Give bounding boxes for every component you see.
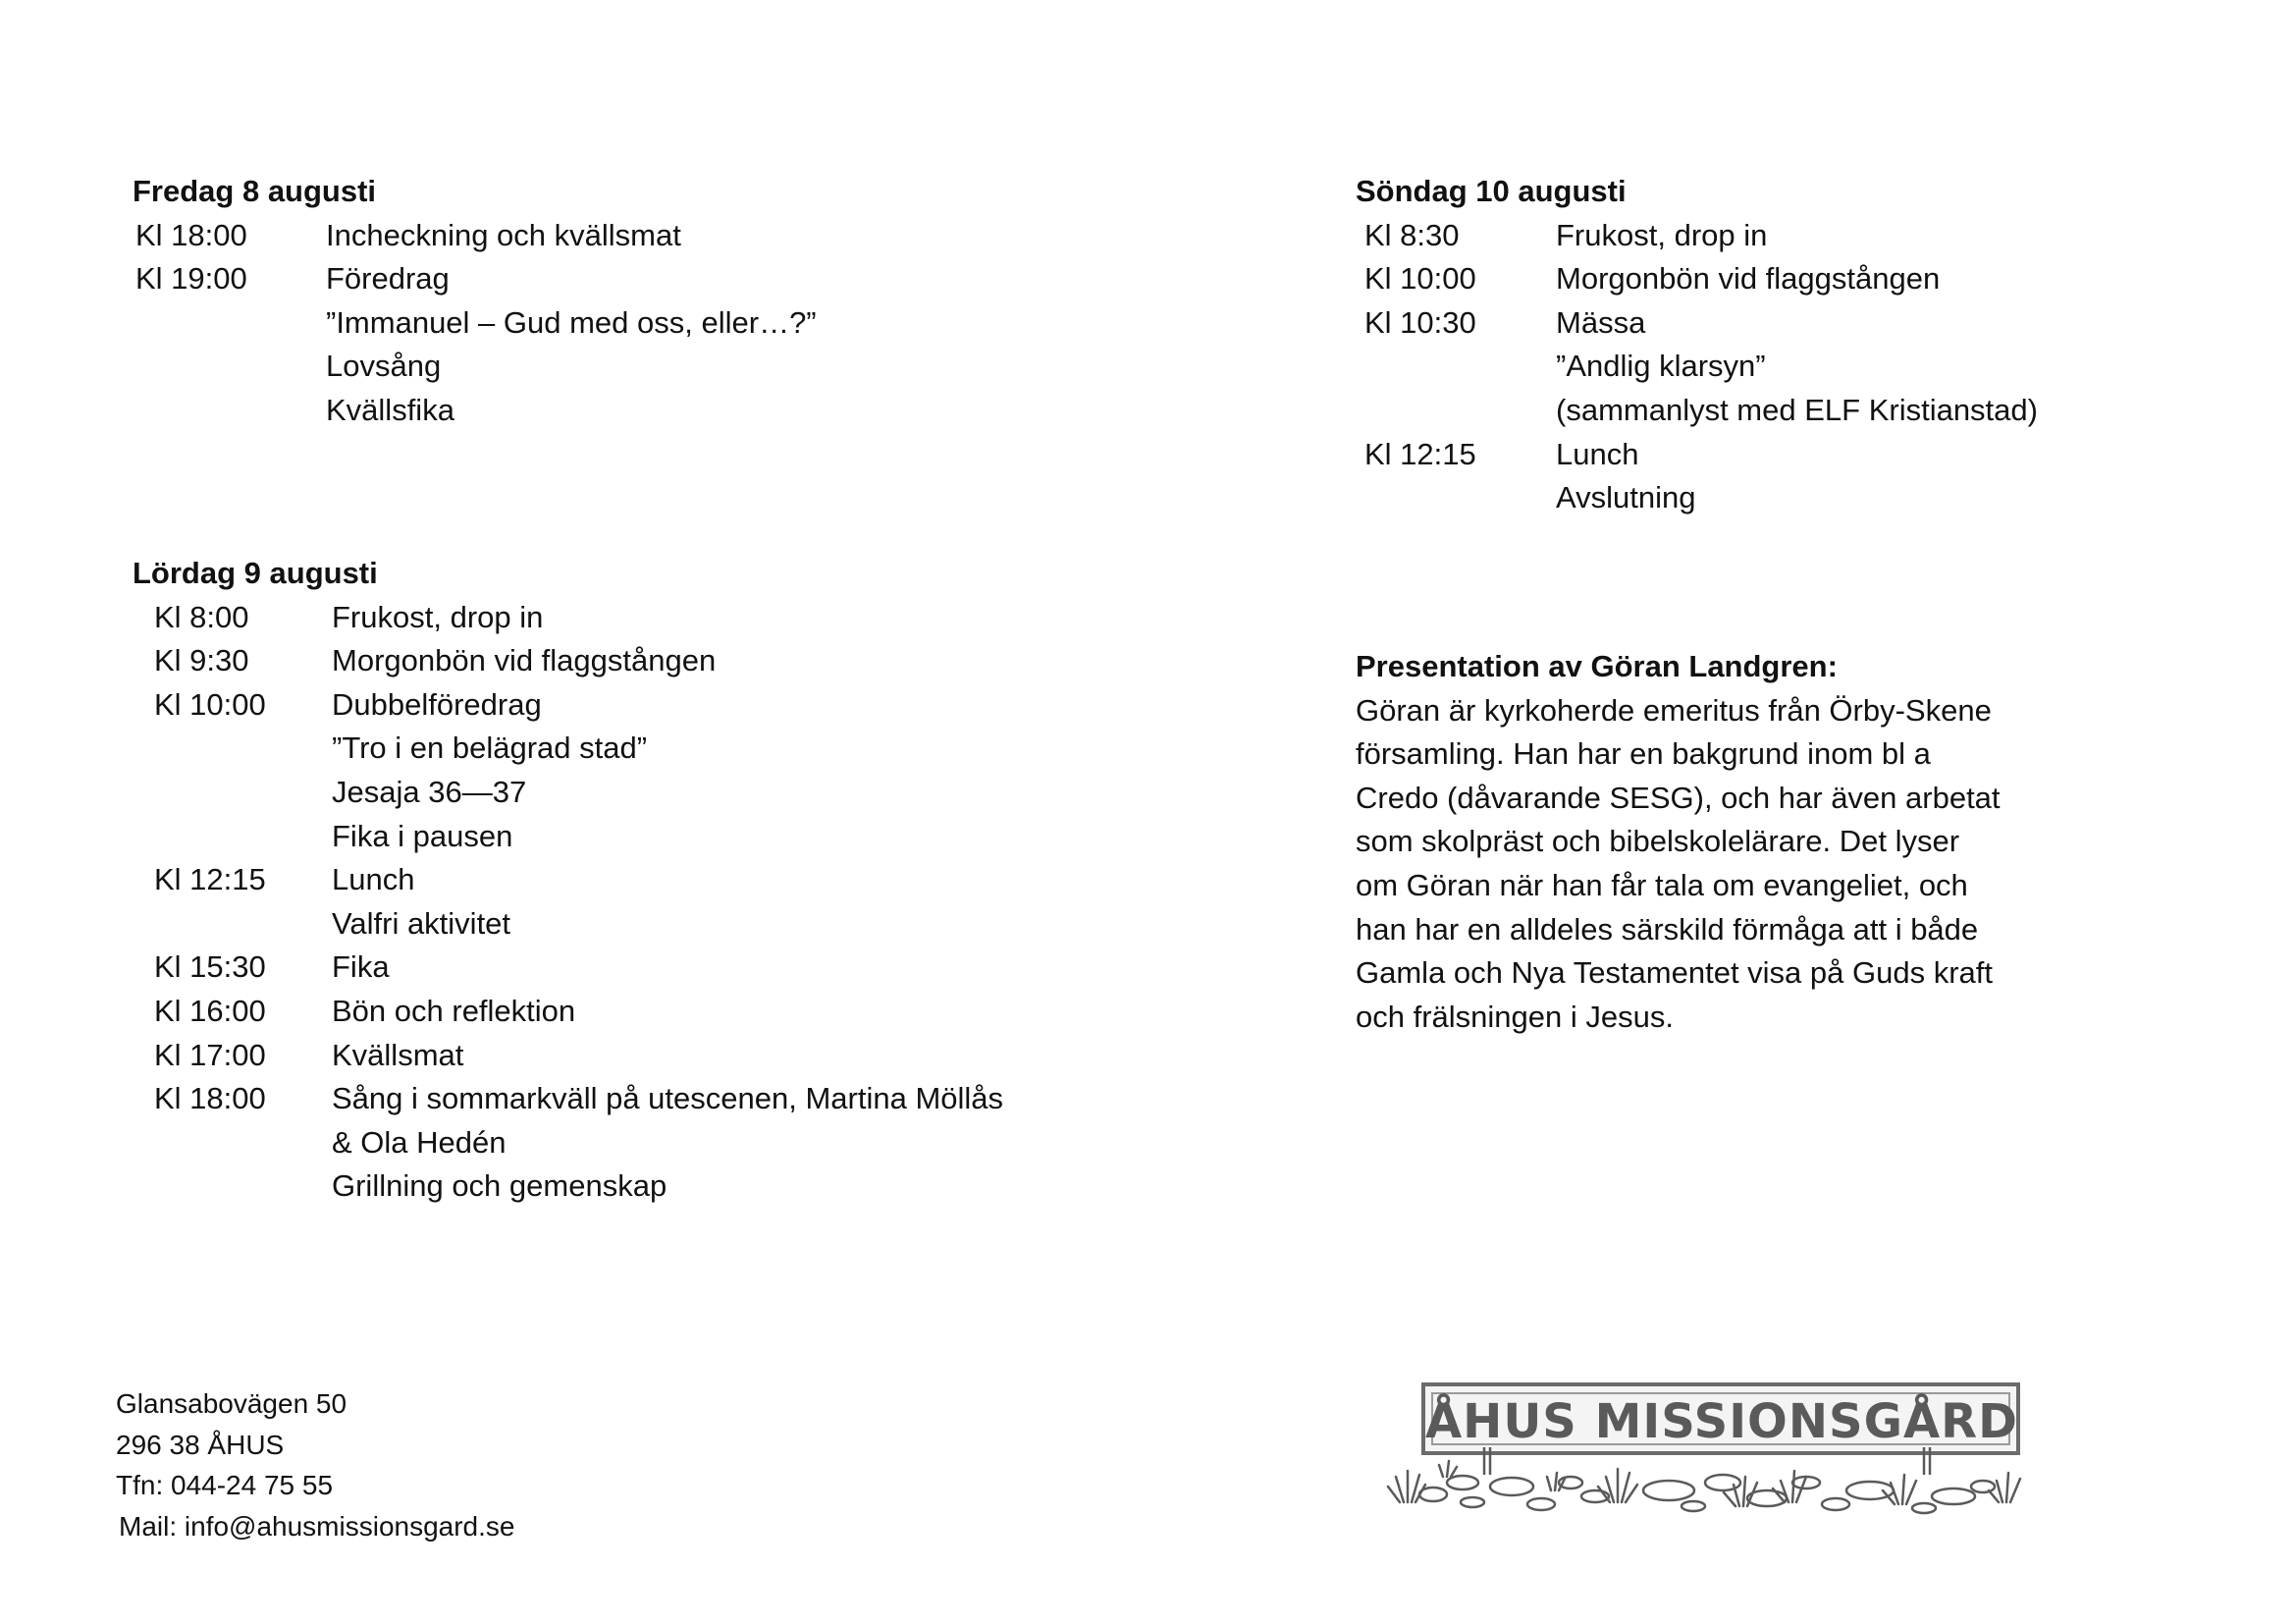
time-label: Kl 17:00 [154,1037,266,1072]
presentation-line: han har en alldeles särskild förmåga att i både [1356,911,1979,947]
speaker-presentation [1356,645,2043,1039]
time-label: Kl 15:30 [154,949,266,985]
schedule-row [133,858,415,902]
logo-text: ÅHUS MISSIONSGÅRD [1425,1394,2018,1449]
postal-address: 296 38 ÅHUS [116,1429,285,1460]
schedule-row [133,639,717,683]
friday-schedule [133,170,817,433]
activity-label: Frukost, drop in [1556,217,1768,252]
time-label: Kl 18:00 [154,1081,266,1116]
schedule-row [1356,389,2038,433]
schedule-row [133,683,542,728]
schedule-row [133,771,527,815]
time-label: Kl 8:00 [154,599,249,634]
logo-ground-illustration [1374,1447,2032,1545]
time-label: Kl 8:30 [1364,217,1460,252]
street-address: Glansabovägen 50 [116,1388,347,1419]
activity-label: Dubbelföredrag [332,686,542,722]
activity-label: Frukost, drop in [332,599,544,634]
phone-number: Tfn: 044-24 75 55 [116,1470,334,1500]
schedule-row [133,214,681,258]
time-label: Kl 18:00 [135,217,247,252]
presentation-line: Credo (dåvarande SESG), och har även arbetat [1356,780,2001,815]
time-label: Kl 9:30 [154,643,249,678]
schedule-row [133,1121,507,1165]
time-label: Kl 12:15 [154,862,266,897]
time-label: Kl 19:00 [135,261,247,297]
schedule-row [1356,345,1766,389]
schedule-row [1356,214,1768,258]
activity-label: Lunch [1556,436,1639,471]
schedule-row [133,257,450,301]
activity-label: Sång i sommarkväll på utescenen, Martina Möllås [332,1081,1004,1116]
activity-label: Lovsång [326,349,442,384]
activity-label: Fika i pausen [332,818,513,853]
activity-label: Fika [332,949,390,985]
schedule-row [133,946,390,990]
activity-label: ”Immanuel – Gud med oss, eller…?” [326,304,817,340]
contact-address [116,1383,514,1546]
ahus-missionsgard-logo [1374,1379,2032,1545]
schedule-row [133,1077,1004,1121]
activity-label: Bön och reflektion [332,993,576,1028]
schedule-row [133,301,817,346]
schedule-row [133,389,454,433]
time-label: Kl 10:00 [1364,261,1476,297]
logo-sign [1421,1382,2020,1455]
schedule-row [133,1164,667,1209]
activity-label: Grillning och gemenskap [332,1168,667,1204]
presentation-line: Gamla och Nya Testamentet visa på Guds kraft [1356,955,1994,991]
schedule-row [133,345,442,389]
presentation-line: församling. Han har en bakgrund inom bl a [1356,736,1931,772]
time-label: Kl 16:00 [154,993,266,1028]
presentation-line: och frälsningen i Jesus. [1356,999,1674,1034]
time-label: Kl 10:30 [1364,304,1476,340]
email-address: Mail: info@ahusmissionsgard.se [119,1510,515,1542]
activity-label: (sammanlyst med ELF Kristianstad) [1556,392,2038,427]
schedule-row [1356,433,1639,477]
saturday-title: Lördag 9 augusti [133,556,378,590]
saturday-schedule [133,552,1004,1209]
schedule-row [1356,257,1941,301]
activity-label: Morgonbön vid flaggstången [1556,261,1941,297]
presentation-line: Göran är kyrkoherde emeritus från Örby-Skene [1356,692,1992,728]
activity-label: ”Tro i en belägrad stad” [332,731,648,766]
sunday-title: Söndag 10 augusti [1356,174,1627,208]
activity-label: Incheckning och kvällsmat [326,217,681,252]
schedule-row [1356,301,1646,346]
activity-label: Kvällsfika [326,392,454,427]
presentation-line: som skolpräst och bibelskolelärare. Det lyser [1356,824,1960,859]
activity-label: ”Andlig klarsyn” [1556,349,1766,384]
activity-label: Avslutning [1556,480,1696,515]
presentation-line: om Göran när han får tala om evangeliet, och [1356,867,1968,902]
time-label: Kl 12:15 [1364,436,1476,471]
activity-label: Kvällsmat [332,1037,464,1072]
friday-title: Fredag 8 augusti [133,174,377,208]
schedule-row [133,990,576,1034]
sunday-schedule [1356,170,2038,520]
activity-label: Föredrag [326,261,450,297]
schedule-row [133,727,648,771]
presentation-title: Presentation av Göran Landgren: [1356,649,1838,683]
activity-label: Valfri aktivitet [332,905,511,941]
schedule-row [133,596,544,640]
schedule-row [133,1034,464,1078]
schedule-row [133,902,511,947]
time-label: Kl 10:00 [154,686,266,722]
schedule-row [133,815,513,859]
activity-label: Mässa [1556,304,1646,340]
activity-label: Lunch [332,862,415,897]
activity-label: & Ola Hedén [332,1124,507,1160]
activity-label: Jesaja 36—37 [332,774,527,809]
activity-label: Morgonbön vid flaggstången [332,643,717,678]
schedule-row [1356,476,1696,520]
